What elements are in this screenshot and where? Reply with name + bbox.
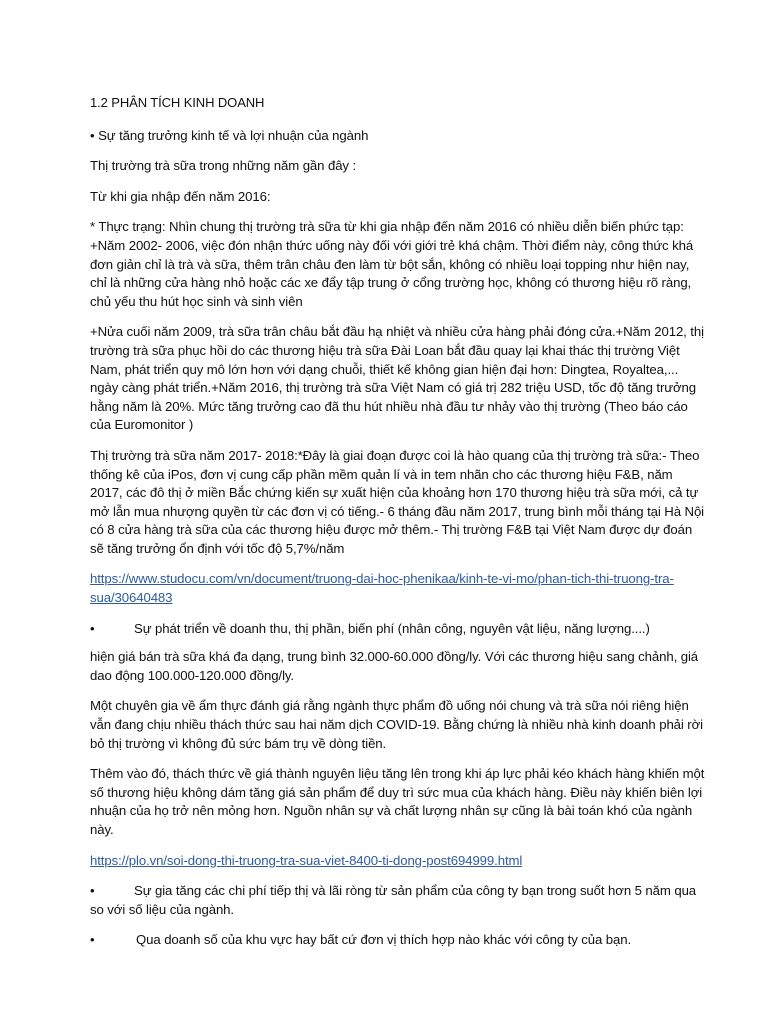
paragraph-expert-covid: Một chuyên gia về ẩm thực đánh giá rằng ngành thực phẩm đồ uống nói chung và trà sữa nói riêng hiện vẫn đang chịu nhiều thách thức sau hai năm dịch COVID-19. Bằng chứng là nhiều nhà kinh doanh phải rời bỏ thị trường vì không đủ sức bám trụ về dòng tiền. xyxy=(90,698,703,751)
paragraph-market-recent: Thị trường trà sữa trong những năm gần đây : xyxy=(90,158,357,174)
source-link-plo[interactable]: https://plo.vn/soi-dong-thi-truong-tra-sua-viet-8400-ti-dong-post694999.html xyxy=(90,852,523,868)
bullet-regional-sales xyxy=(90,931,708,950)
paragraph-2009-2016: +Nửa cuối năm 2009, trà sữa trân châu bắt đầu hạ nhiệt và nhiều cửa hàng phải đóng cửa.+Năm 2012, thị trường trà sữa phục hồi do các thương hiệu trà sữa Đài Loan bắt đầu quay lại khai thác thị trường Việt Nam, phát triển quy mô lớn hơn với dạng chuỗi, thiết kế không gian hiện đại hơn: Dingtea, Royaltea,... ngày càng phát triển.+Năm 2016, thị trường trà sữa Việt Nam có giá trị 282 triệu USD, tốc độ tăng trưởng hằng năm là 20%. Mức tăng trưởng cao đã thu hút nhiều nhà đầu tư nhảy vào thị trường (Theo báo cáo của Euromonitor ) xyxy=(90,324,704,433)
bullet-growth-profit xyxy=(90,127,708,146)
bullet-dot: • xyxy=(90,883,95,899)
section-heading: 1.2 PHÂN TÍCH KINH DOANH xyxy=(90,95,265,110)
bullet-revenue-costs xyxy=(90,620,708,639)
source-link-studocu[interactable]: https://www.studocu.com/vn/document/truong-dai-hoc-phenikaa/kinh-te-vi-mo/phan-tich-thi-truong-tra-sua/30640483 xyxy=(90,571,674,606)
paragraph-since-entry: Từ khi gia nhập đến năm 2016: xyxy=(90,188,271,204)
bullet-growth-profit-text: Sự tăng trưởng kinh tế và lợi nhuận của ngành xyxy=(98,127,369,143)
bullet-dot: • xyxy=(90,127,95,143)
bullet-regional-sales-text: Qua doanh số của khu vực hay bất cứ đơn vị thích hợp nào khác với công ty của bạn. xyxy=(136,932,632,948)
paragraph-2017-2018: Thị trường trà sữa năm 2017- 2018:*Đây là giai đoạn được coi là hào quang của thị trường trà sữa:- Theo thống kê của iPos, đơn vị cung cấp phần mềm quản lí và in tem nhãn cho các thương hiệu F&B, năm 2017, các đô thị ở miền Bắc chứng kiến sự xuất hiện của khoảng hơn 170 thương hiệu trà sữa mới, cả tự mở lẫn mua nhượng quyền từ các đơn vị có tiếng.- 6 tháng đầu năm 2017, trung bình mỗi tháng tại Hà Nội có 8 cửa hàng trà sữa của các thương hiệu được mở thêm.- Thị trường F&B tại Việt Nam được dự đoán sẽ tăng trưởng ổn định với tốc độ 5,7%/năm xyxy=(90,447,705,556)
paragraph-prices: hiện giá bán trà sữa khá đa dạng, trung bình 32.000-60.000 đồng/ly. Với các thương hiệu sang chảnh, giá dao động 100.000-120.000 đồng/ly. xyxy=(90,649,699,683)
bullet-dot: • xyxy=(90,932,95,948)
paragraph-cost-challenges: Thêm vào đó, thách thức về giá thành nguyên liệu tăng lên trong khi áp lực phải kéo khách hàng khiến một số thương hiệu không dám tăng giá sản phẩm để duy trì sức mua của khách hàng. Điều này khiến biên lợi nhuận của họ trở nên mỏng hơn. Nguồn nhân sự và chất lượng nhân sự cũng là bài toán khó của ngành này. xyxy=(90,766,705,837)
bullet-marketing-costs xyxy=(90,882,708,919)
bullet-dot: • xyxy=(90,620,95,636)
paragraph-current-state: * Thực trạng: Nhìn chung thị trường trà sữa từ khi gia nhập đến năm 2016 có nhiều diễn biến phức tạp: +Năm 2002- 2006, việc đón nhận thức uống này đối với giới trẻ khá chậm. Thời điểm này, công thức khá đơn giản chỉ là trà và sữa, thêm trân châu đen làm từ bột sắn, không có nhiều loại topping như hiện nay, chỉ là những cửa hàng nhỏ hoặc các xe đẩy tập trung ở cổng trường học, không có thương hiệu rõ ràng, chủ yếu thu hút học sinh và sinh viên xyxy=(90,219,694,309)
bullet-marketing-costs-text: Sự gia tăng các chi phí tiếp thị và lãi ròng từ sản phẩm của công ty bạn trong suốt hơn 5 năm qua so với số liệu của ngành. xyxy=(90,883,697,917)
bullet-revenue-costs-text: Sự phát triển về doanh thu, thị phần, biến phí (nhân công, nguyên vật liệu, năng lượng....) xyxy=(134,620,650,636)
